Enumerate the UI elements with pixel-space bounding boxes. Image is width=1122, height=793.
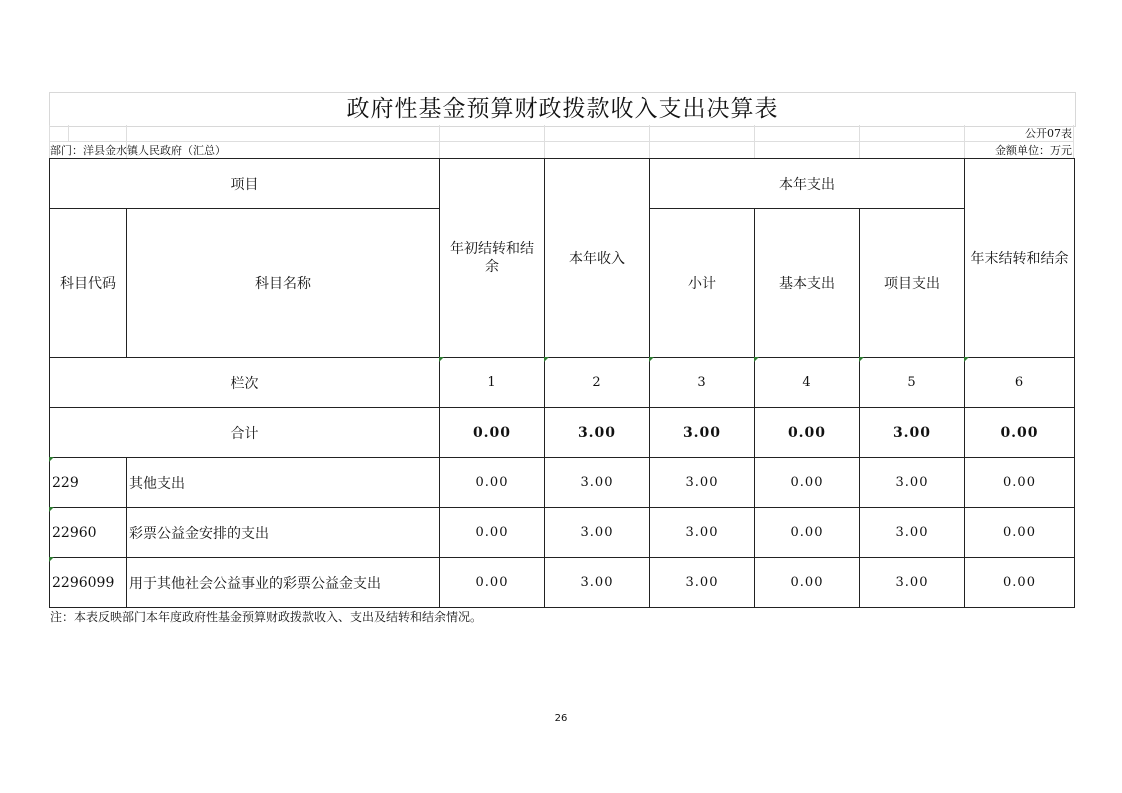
column-number-row xyxy=(50,358,1075,408)
total-label: 合计 xyxy=(50,408,440,458)
header-begin-balance-label: 年初结转和结余 xyxy=(450,241,534,275)
row-value: 0.00 xyxy=(965,458,1075,508)
row-value: 3.00 xyxy=(545,508,650,558)
column-number xyxy=(755,358,860,408)
row-value: 0.00 xyxy=(755,508,860,558)
header-income: 本年收入 xyxy=(545,159,650,358)
row-code-value: 2296099 xyxy=(52,574,115,591)
header-subtotal: 小计 xyxy=(650,209,755,358)
gridline xyxy=(68,125,69,141)
row-value: 3.00 xyxy=(650,508,755,558)
total-row xyxy=(50,408,1075,458)
row-value: 3.00 xyxy=(650,558,755,608)
header-end-balance: 年末结转和结余 xyxy=(965,159,1075,358)
table-row xyxy=(50,458,1075,508)
column-number xyxy=(440,358,545,408)
cell-marker xyxy=(439,357,444,362)
row-name: 彩票公益金安排的支出 xyxy=(127,508,440,558)
cell-marker xyxy=(859,357,864,362)
form-number: 公开07表 xyxy=(1025,127,1072,140)
total-value: 0.00 xyxy=(755,408,860,458)
row-value: 3.00 xyxy=(860,458,965,508)
row-code-value: 22960 xyxy=(52,524,97,541)
footnote: 注：本表反映部门本年度政府性基金预算财政拨款收入、支出及结转和结余情况。 xyxy=(50,610,483,624)
header-item: 项目 xyxy=(50,159,440,209)
department-label: 部门：洋县金水镇人民政府（汇总） xyxy=(50,144,226,157)
column-number-value: 4 xyxy=(802,375,812,390)
header-code: 科目代码 xyxy=(50,209,127,358)
row-value: 0.00 xyxy=(440,458,545,508)
column-number xyxy=(965,358,1075,408)
row-code-value: 229 xyxy=(52,474,79,491)
total-value: 3.00 xyxy=(545,408,650,458)
row-code xyxy=(50,458,127,508)
total-value: 3.00 xyxy=(860,408,965,458)
header-name: 科目名称 xyxy=(127,209,440,358)
cell-marker xyxy=(544,357,549,362)
table-row xyxy=(50,558,1075,608)
column-number xyxy=(860,358,965,408)
row-value: 0.00 xyxy=(755,558,860,608)
page-number: 26 xyxy=(554,713,568,724)
row-value: 3.00 xyxy=(860,558,965,608)
column-number-value: 2 xyxy=(592,375,602,390)
unit-label: 金额单位：万元 xyxy=(995,144,1072,157)
total-value: 0.00 xyxy=(440,408,545,458)
column-number-label: 栏次 xyxy=(50,358,440,408)
cell-marker xyxy=(964,357,969,362)
cell-marker xyxy=(49,457,54,462)
row-name: 其他支出 xyxy=(127,458,440,508)
row-value: 0.00 xyxy=(440,508,545,558)
row-value: 3.00 xyxy=(860,508,965,558)
gridline xyxy=(49,141,1074,142)
page-title: 政府性基金预算财政拨款收入支出决算表 xyxy=(49,92,1076,127)
header-project: 项目支出 xyxy=(860,209,965,358)
column-number xyxy=(545,358,650,408)
budget-table xyxy=(49,158,1075,608)
row-value: 3.00 xyxy=(650,458,755,508)
header-expense-group: 本年支出 xyxy=(650,159,965,209)
row-name: 用于其他社会公益事业的彩票公益金支出 xyxy=(127,558,440,608)
total-value: 0.00 xyxy=(965,408,1075,458)
column-number-value: 6 xyxy=(1014,375,1025,390)
cell-marker xyxy=(49,507,54,512)
row-value: 0.00 xyxy=(965,508,1075,558)
table-row xyxy=(50,508,1075,558)
row-value: 0.00 xyxy=(965,558,1075,608)
row-code xyxy=(50,508,127,558)
cell-marker xyxy=(649,357,654,362)
row-value: 3.00 xyxy=(545,558,650,608)
column-number xyxy=(650,358,755,408)
cell-marker xyxy=(49,557,54,562)
total-value: 3.00 xyxy=(650,408,755,458)
column-number-value: 3 xyxy=(697,375,707,390)
header-begin-balance xyxy=(440,159,545,358)
row-value: 0.00 xyxy=(440,558,545,608)
row-value: 3.00 xyxy=(545,458,650,508)
row-value: 0.00 xyxy=(755,458,860,508)
row-code xyxy=(50,558,127,608)
cell-marker xyxy=(754,357,759,362)
column-number-value: 1 xyxy=(487,375,497,390)
header-basic: 基本支出 xyxy=(755,209,860,358)
column-number-value: 5 xyxy=(907,375,917,390)
